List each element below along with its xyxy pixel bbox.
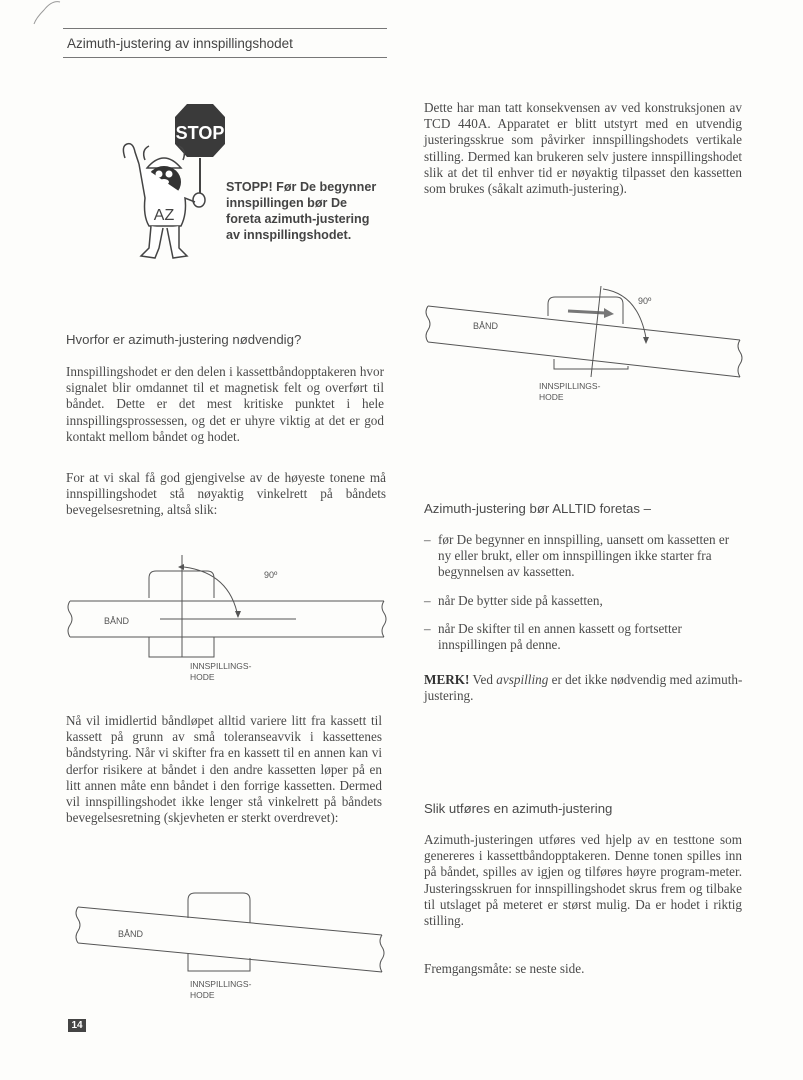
header-rule-bottom (63, 57, 387, 58)
note-italic: avspilling (496, 672, 549, 687)
head-label-2: HODE (539, 392, 564, 402)
list-item (424, 532, 744, 581)
note-post: er det ikke nødvendig med azimuth-justering. (424, 672, 743, 704)
bullet-text: når De bytter side på kassetten, (438, 592, 603, 608)
paragraph-how: Azimuth-justeringen utføres ved hjelp av en testtone som genereres i kassettbåndopptakeren. Denne tonen spilles inn på båndet, spilles av igjen og tilføres høyre program-meter. Justeringsskruen for innspillingshodet skrus frem og tilbake til utslaget på meteret er størst mulig. Da er hodet i riktig stilling. (424, 832, 742, 929)
head-label-2: HODE (190, 672, 215, 682)
heading-how: Slik utføres en azimuth-justering (424, 801, 613, 816)
stop-caption (226, 179, 386, 243)
tape-label: BÅND (104, 616, 130, 626)
head-bottom (188, 953, 250, 971)
bullet-dash: – (424, 532, 431, 547)
bullet-text: når De skifter til en annen kassett og fortsetter innspillingen på denne. (438, 620, 682, 653)
viking-stop-illustration (115, 98, 225, 268)
angle-label: 90º (264, 570, 278, 580)
page-title: Azimuth-justering av innspillingshodet (67, 36, 293, 51)
bullet-list (424, 532, 744, 665)
paragraph-perpendicular: For at vi skal få god gjengivelse av de høyeste tonene må innspillingshodet stå nøyaktig vinkelrett på båndets bevegelsesretning, altså slik: (66, 470, 386, 518)
stop-caption-line: innspillingen bør De (226, 196, 348, 210)
adjust-arrow-icon (568, 311, 605, 313)
stop-sign-text: STOP (175, 123, 225, 143)
stop-caption-line: av innspillingshodet. (226, 228, 352, 242)
head-label-1: INNSPILLINGS- (190, 979, 252, 989)
paragraph-tcd440a: Dette har man tatt konsekvensen av ved konstruksjonen av TCD 440A. Apparatet er blitt utstyrt med en utvendig justeringsskrue som påvirker innspillingshodets vertikale stilling. Dermed kan brukeren selv justere innspillingshodet slik at det til enhver tid er nøyaktig tilpasset den kassetten som brukes (såkalt azimuth-justering). (424, 100, 742, 197)
note-pre: Ved (469, 672, 497, 687)
diagram-adjusted-head (420, 282, 750, 407)
stop-caption-line: foreta azimuth-justering (226, 212, 370, 226)
tape-label: BÅND (473, 321, 499, 331)
diagram-skewed-tape (60, 890, 390, 1005)
corner-pencil-mark (30, 0, 70, 30)
heading-always: Azimuth-justering bør ALLTID foretas – (424, 501, 651, 516)
angle-label: 90º (638, 296, 652, 306)
page-number: 14 (68, 1019, 86, 1032)
paragraph-next-page: Fremgangsmåte: se neste side. (424, 961, 585, 976)
list-item (424, 621, 744, 653)
list-item (424, 593, 744, 609)
head-label-2: HODE (190, 990, 215, 1000)
head-label-1: INNSPILLINGS- (539, 381, 601, 391)
stop-caption-line: STOPP! Før De begynner (226, 180, 377, 194)
header-rule-top (63, 28, 387, 29)
tape-label: BÅND (118, 929, 144, 939)
diagram-perpendicular-head (60, 545, 390, 690)
paragraph-why: Innspillingshodet er den delen i kassettbåndopptakeren hvor signalet blir omdannet til et magnetisk felt og overført til båndet. Dette er det mest kritiske punktet i hele innspillingsprossessen, og det er uhyre viktig at det er god kontakt mellom båndet og hodet. (66, 364, 384, 444)
head-label-1: INNSPILLINGS- (190, 661, 252, 671)
bullet-text: før De begynner en innspilling, uansett om kassetten er ny eller brukt, eller om innspillingen ikke starter fra begynnelsen av kassetten. (438, 532, 730, 580)
paragraph-variation: Nå vil imidlertid båndløpet alltid variere litt fra kassett til kassett på grunn av små toleranseavvik i kassettenes båndstyring. Når vi skifter fra en kassett til en annen kan vi derfor risikere at båndet i den andre kassetten løper på en litt annen måte enn båndet i den forrige kassetten. Dermed vil innspillingshodet ikke lenger stå vinkelrett på båndets bevegelsesretning (skjevheten er sterkt overdrevet): (66, 713, 382, 826)
heading-why: Hvorfor er azimuth-justering nødvendig? (66, 332, 302, 347)
note-label: MERK! (424, 672, 470, 687)
bullet-dash: – (424, 620, 431, 636)
chest-label: AZ (153, 207, 175, 224)
note-paragraph (424, 672, 744, 704)
bullet-dash: – (424, 592, 431, 608)
head-top (188, 893, 250, 923)
